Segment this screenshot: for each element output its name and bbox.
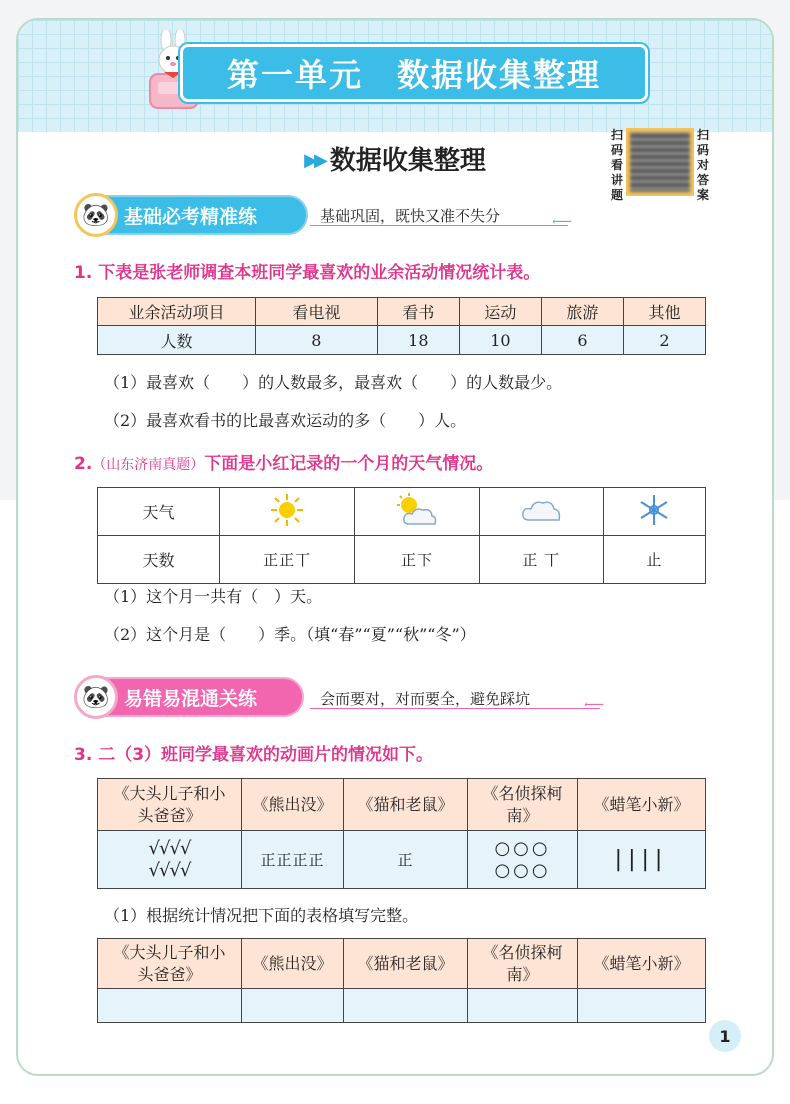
weather-table [97, 487, 706, 584]
table-cell: 看电视 [256, 298, 378, 326]
table-row [98, 989, 706, 1023]
tag-mistakes-motto: 会而要对，对而要全，避免踩坑 [320, 690, 531, 708]
table-cell: 业余活动项目 [98, 298, 256, 326]
table-row [98, 779, 706, 831]
tally-cell: |||| [578, 831, 706, 889]
unit-title: 第一单元 数据收集整理 [226, 56, 601, 94]
answer-cell[interactable] [468, 989, 578, 1023]
tally-cell: 正正丅 [220, 536, 355, 584]
table-row [98, 536, 706, 584]
table-cell: 《蜡笔小新》 [578, 939, 706, 989]
answer-cell[interactable] [98, 989, 242, 1023]
cloud-icon [479, 488, 603, 536]
table-cell: 看书 [377, 298, 459, 326]
question-2-number: 2. [74, 454, 93, 474]
page-number: 1 [709, 1020, 741, 1052]
table-cell: 旅游 [541, 298, 623, 326]
table-cell: 天气 [98, 488, 220, 536]
table-cell: 《熊出没》 [242, 779, 344, 831]
sun-cloud-icon [355, 488, 479, 536]
double-arrow-icon: ▶▶ [304, 150, 324, 171]
table-cell: 6 [541, 326, 623, 355]
cartoon-count-table [97, 938, 706, 1023]
tally-cell: √√√√ √√√√ [98, 831, 242, 889]
table-cell: 其他 [623, 298, 705, 326]
table-cell: 8 [256, 326, 378, 355]
activity-table [97, 297, 706, 355]
table-cell: 《蜡笔小新》 [578, 779, 706, 831]
cartoon-tally-table [97, 778, 706, 889]
question-2-part-1: （1）这个月一共有（ ）天。 [104, 587, 323, 606]
table-row [98, 939, 706, 989]
table-cell: 《熊出没》 [242, 939, 344, 989]
unit-title-banner [180, 44, 648, 102]
table-row [98, 831, 706, 889]
table-cell: 10 [459, 326, 541, 355]
table-cell: 人数 [98, 326, 256, 355]
table-row [98, 326, 706, 355]
table-cell: 《大头儿子和小头爸爸》 [98, 939, 242, 989]
qr-code-image [630, 132, 690, 192]
question-1-title: 1. 下表是张老师调查本班同学最喜欢的业余活动情况统计表。 [74, 263, 541, 283]
table-cell: 运动 [459, 298, 541, 326]
snowflake-icon [603, 488, 705, 536]
sun-icon [220, 488, 355, 536]
motto-underline [310, 225, 568, 226]
practice-tag-basic [76, 195, 308, 235]
table-cell: 《猫和老鼠》 [344, 939, 468, 989]
answer-cell[interactable] [344, 989, 468, 1023]
motto-arrow-icon: ⟵ [552, 214, 573, 230]
question-1-part-2: （2）最喜欢看书的比最喜欢运动的多（ ）人。 [104, 411, 467, 430]
table-cell: 《大头儿子和小头爸爸》 [98, 779, 242, 831]
motto-arrow-icon: ⟵ [584, 697, 605, 713]
tally-cell: 正 丅 [479, 536, 603, 584]
motto-underline [310, 708, 600, 709]
qr-left-text: 扫码看讲题 [610, 128, 623, 202]
table-cell: 2 [623, 326, 705, 355]
question-3-part-1: （1）根据统计情况把下面的表格填写完整。 [104, 906, 419, 925]
panda-avatar-icon: 🐼 [74, 193, 118, 237]
tally-cell: 正 [344, 831, 468, 889]
table-row [98, 298, 706, 326]
tag-basic-motto: 基础巩固，既快又准不失分 [320, 207, 501, 225]
table-cell: 18 [377, 326, 459, 355]
tally-cell: ○○○ ○○○ [468, 831, 578, 889]
answer-cell[interactable] [578, 989, 706, 1023]
qr-code[interactable] [626, 128, 694, 196]
tag-mistakes-label: 易错易混通关练 [124, 687, 258, 710]
question-2-title [74, 449, 493, 474]
table-row [98, 488, 706, 536]
table-cell: 天数 [98, 536, 220, 584]
question-2-source: （山东济南真题） [92, 457, 205, 473]
question-2-part-2: （2）这个月是（ ）季。（填“春”“夏”“秋”“冬”） [104, 625, 476, 644]
question-2-text: 下面是小红记录的一个月的天气情况。 [204, 454, 494, 474]
question-1-part-1: （1）最喜欢（ ）的人数最多，最喜欢（ ）的人数最少。 [104, 373, 563, 392]
tally-cell: 止 [603, 536, 705, 584]
answer-cell[interactable] [242, 989, 344, 1023]
qr-right-text: 扫码对答案 [696, 128, 709, 202]
tag-basic-label: 基础必考精准练 [124, 205, 258, 228]
question-3-title: 3. 二（3）班同学最喜欢的动画片的情况如下。 [74, 745, 434, 765]
panda-avatar-icon: 🐼 [74, 675, 118, 719]
section-title-text: 数据收集整理 [329, 146, 486, 176]
practice-tag-mistakes [76, 677, 304, 717]
tally-cell: 正正正正 [242, 831, 344, 889]
table-cell: 《名侦探柯南》 [468, 939, 578, 989]
table-cell: 《猫和老鼠》 [344, 779, 468, 831]
tally-cell: 正下 [355, 536, 479, 584]
table-cell: 《名侦探柯南》 [468, 779, 578, 831]
